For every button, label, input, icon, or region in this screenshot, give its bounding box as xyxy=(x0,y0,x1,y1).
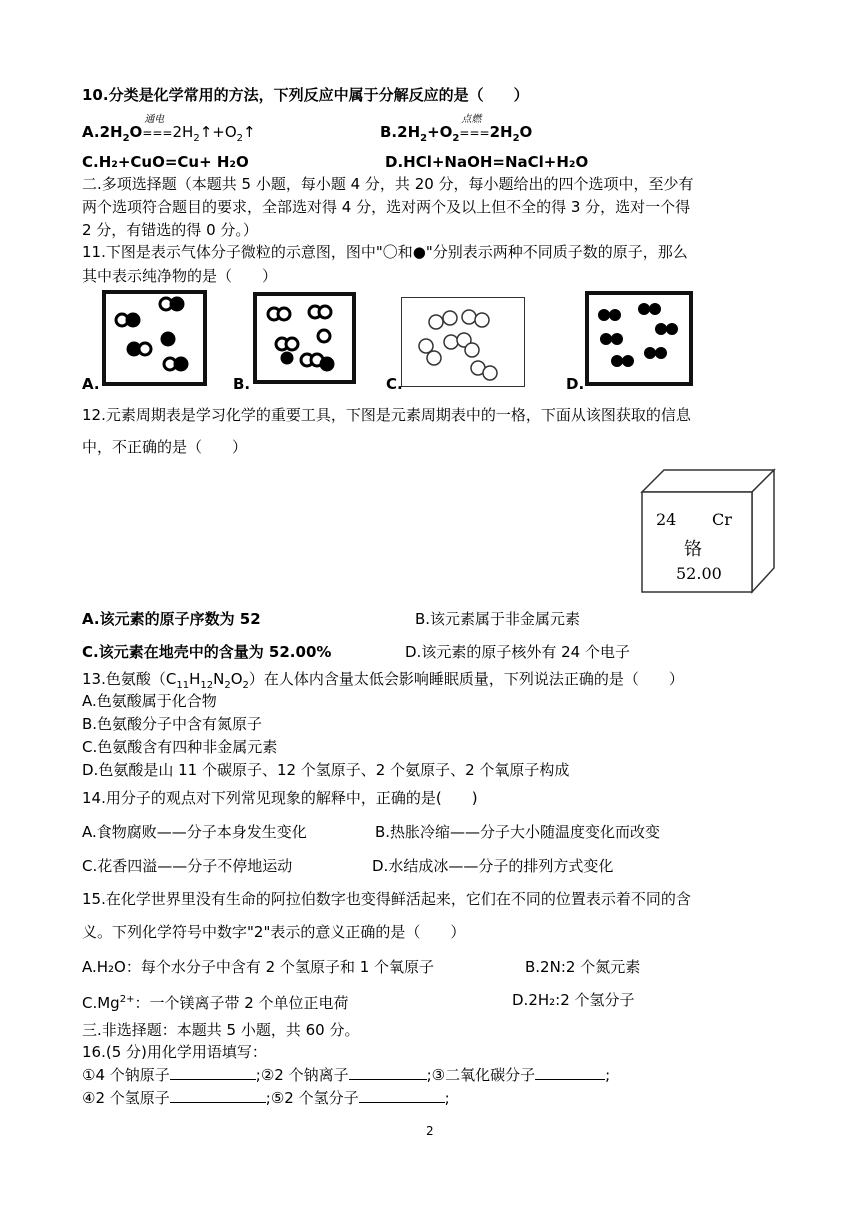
q14-option-b: B.热胀冷缩——分子大小随温度变化而改变 xyxy=(375,823,661,841)
q13-option-d: D.色氨酸是山 11 个碳原子、12 个氢原子、2 个氨原子、2 个氧原子构成 xyxy=(82,761,570,779)
q13-stem: 13.色氨酸$(C_{11}H_{12}N_2O_2)$在人体内含量太低会影响睡眠质量，下列说法正确的是（ ） xyxy=(82,670,684,691)
q15-option-a: A.H₂O：每个水分子中含有 2 个氢原子和 1 个氧原子 xyxy=(82,958,435,976)
element-name: 铬 xyxy=(684,539,702,560)
figure-a-label: A. xyxy=(82,375,100,393)
q10-stem: 10.分类是化学常用的方法，下列反应中属于分解反应的是（ ） xyxy=(82,86,529,104)
figure-d-molecules xyxy=(589,295,689,382)
q11-line1: 11.下图是表示气体分子微粒的示意图，图中"〇和●"分别表示两种不同质子数的原子，那么 xyxy=(82,243,688,261)
q12-option-d: D.该元素的原子核外有 24 个电子 xyxy=(405,643,630,661)
answer-blank-5[interactable] xyxy=(359,1088,445,1103)
q13-option-b: B.色氨酸分子中含有氮原子 xyxy=(82,715,263,733)
q11-line2: 其中表示纯净物的是（ ） xyxy=(82,267,278,285)
q14-stem: 14.用分子的观点对下列常见现象的解释中，正确的是( ) xyxy=(82,789,478,807)
figure-c-label: C. xyxy=(386,375,403,393)
element-symbol: Cr xyxy=(712,510,732,529)
q14-option-a: A.食物腐败——分子本身发生变化 xyxy=(82,823,307,841)
element-mass: 52.00 xyxy=(676,564,722,583)
section2-line2: 两个选项符合题目的要求，全部选对得 4 分，选对两个及以上但不全的得 3 分，选对一个得 xyxy=(82,198,691,216)
figure-b-label: B. xyxy=(233,375,251,393)
periodic-table-cell xyxy=(640,468,780,596)
q12-option-a: A.该元素的原子序数为 52 xyxy=(82,610,261,628)
page-number: 2 xyxy=(426,1124,434,1138)
figure-c-molecules xyxy=(402,298,523,385)
q15-option-c: $C.Mg^{2+}$：一个镁离子带 2 个单位正电荷 xyxy=(82,994,349,1012)
q10-option-b: $B.2H_2+O_2$ 点燃 $===2H_2O$ xyxy=(380,114,533,144)
figure-a-box xyxy=(102,290,207,386)
q10-option-c: C.H₂+CuO=Cu+ H₂O xyxy=(82,153,249,171)
section2-line3: 2 分，有错选的得 0 分。） xyxy=(82,221,258,239)
q12-option-b: B.该元素属于非金属元素 xyxy=(415,610,581,628)
q13-option-a: A.色氨酸属于化合物 xyxy=(82,692,217,710)
q16-line2: ④2 个氢原子 ;⑤2 个氢分子 ; xyxy=(82,1089,450,1107)
q15-option-d: D.2H₂:2 个氢分子 xyxy=(512,991,635,1009)
figure-d-box xyxy=(585,291,693,386)
q12-line2: 中，不正确的是（ ） xyxy=(82,438,248,456)
q12-option-c: C.该元素在地壳中的含量为 52.00% xyxy=(82,643,332,661)
answer-blank-4[interactable] xyxy=(170,1088,266,1103)
section2-line1: 二.多项选择题（本题共 5 小题，每小题 4 分，共 20 分，每小题给出的四个选项中，至少有 xyxy=(82,175,694,193)
figure-c-box xyxy=(401,297,525,387)
q15-line1: 15.在化学世界里没有生命的阿拉伯数字也变得鲜活起来，它们在不同的位置表示着不同的含 xyxy=(82,890,691,908)
q13-option-c: C.色氨酸含有四种非金属元素 xyxy=(82,738,278,756)
figure-b-box xyxy=(253,292,356,384)
q14-option-d: D.水结成冰——分子的排列方式变化 xyxy=(372,857,614,875)
answer-blank-3[interactable] xyxy=(535,1065,605,1080)
q10-option-d: D.HCl+NaOH=NaCl+H₂O xyxy=(385,153,589,171)
q16-line1: ①4 个钠原子 ;②2 个钠离子 ;③二氧化碳分子 ; xyxy=(82,1066,611,1084)
answer-blank-2[interactable] xyxy=(349,1065,427,1080)
answer-blank-1[interactable] xyxy=(170,1065,256,1080)
element-number: 24 xyxy=(656,510,677,529)
q10-option-a: $A.2H_2O$ 通电 $===2H_2↑+O_2↑$ xyxy=(82,114,256,144)
figure-b-molecules xyxy=(257,296,352,380)
section3-heading: 三.非选择题：本题共 5 小题，共 60 分。 xyxy=(82,1021,360,1039)
q14-option-c: C.花香四溢——分子不停地运动 xyxy=(82,857,293,875)
q15-option-b: B.2N:2 个氮元素 xyxy=(525,958,641,976)
figure-a-molecules xyxy=(106,294,203,382)
figure-d-label: D. xyxy=(566,375,585,393)
q16-stem: 16.(5 分)用化学用语填写： xyxy=(82,1043,267,1061)
q15-line2: 义。下列化学符号中数字"2"表示的意义正确的是（ ） xyxy=(82,923,466,941)
q12-line1: 12.元素周期表是学习化学的重要工具，下图是元素周期表中的一格，下面从该图获取的信息 xyxy=(82,406,691,424)
